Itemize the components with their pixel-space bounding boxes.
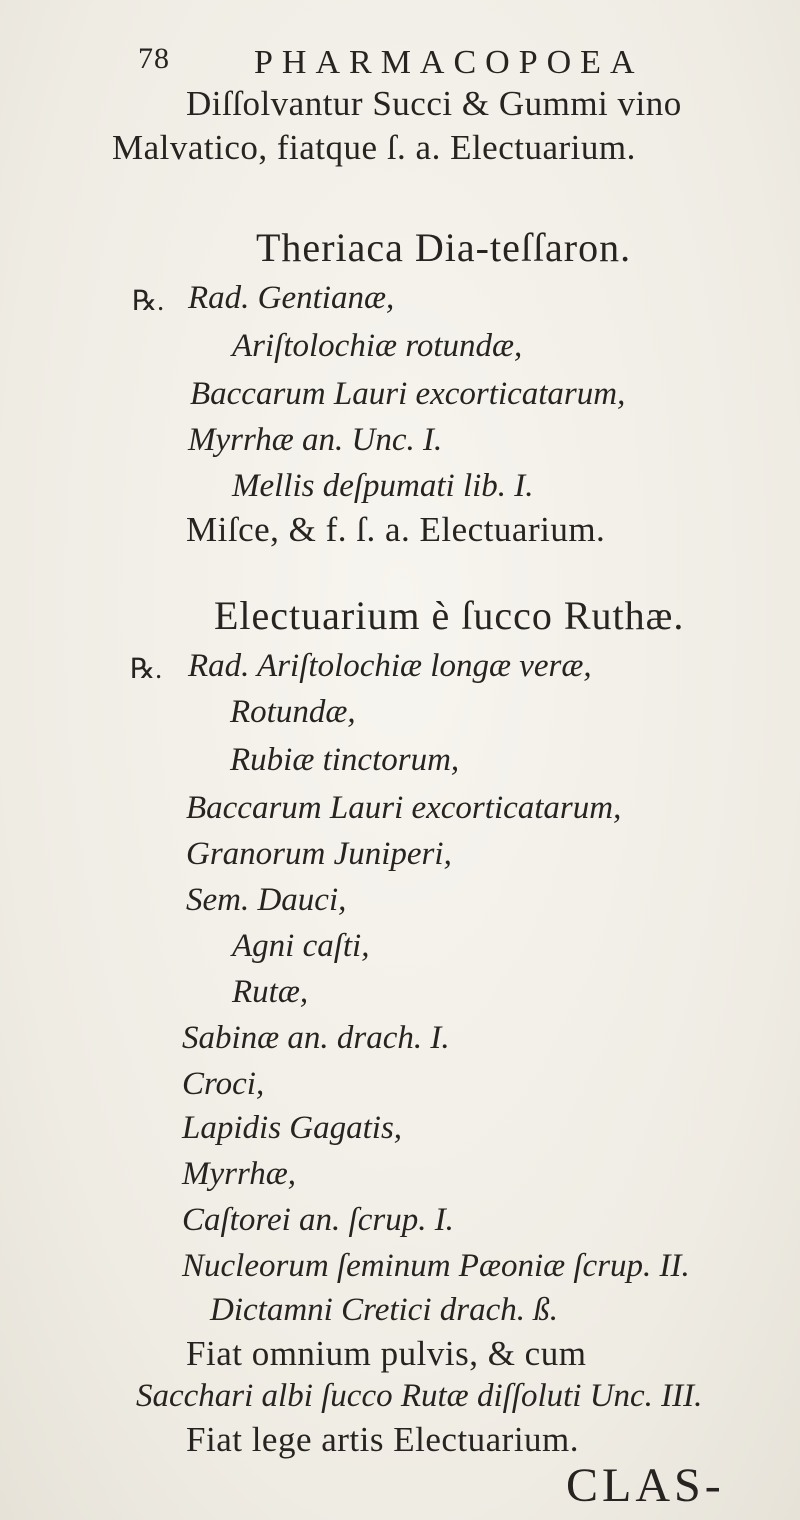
- ingredient-line: Rotundæ,: [230, 694, 356, 730]
- ingredient-line: Rubiæ tinctorum,: [230, 742, 460, 778]
- ingredient-line: Agni caſti,: [232, 928, 370, 964]
- ingredient-line: Croci,: [182, 1066, 265, 1102]
- ingredient-line: Nucleorum ſeminum Pæoniæ ſcrup. II.: [182, 1248, 690, 1284]
- ingredient-line: Sabinæ an. drach. I.: [182, 1020, 450, 1056]
- section-title-electuarium: Electuarium è ſucco Ruthæ.: [214, 593, 685, 638]
- closing-line: Sacchari albi ſucco Rutæ diſſoluti Unc. III.: [136, 1378, 703, 1414]
- recipe-symbol: ℞.: [132, 286, 165, 317]
- ingredient-line: Rutæ,: [232, 974, 309, 1010]
- intro-line-1: Diſſolvantur Succi & Gummi vino: [186, 84, 682, 123]
- catchword: CLAS-: [566, 1459, 725, 1512]
- ingredient-line: Baccarum Lauri excorticatarum,: [190, 376, 626, 412]
- closing-line: Fiat omnium pulvis, & cum: [186, 1334, 587, 1373]
- section-title-theriaca: Theriaca Dia-teſſaron.: [256, 225, 632, 270]
- ingredient-line: Mellis deſpumati lib. I.: [232, 468, 534, 504]
- page-number: 78: [138, 42, 170, 75]
- recipe-symbol: ℞.: [130, 654, 163, 685]
- ingredient-line: Myrrhæ,: [182, 1156, 296, 1192]
- ingredient-line: Baccarum Lauri excorticatarum,: [186, 790, 622, 826]
- closing-line: Miſce, & f. ſ. a. Electuarium.: [186, 510, 606, 549]
- running-head: PHARMACOPOEA: [254, 44, 644, 81]
- ingredient-line: Rad. Ariſtolochiæ longæ veræ,: [188, 648, 592, 684]
- ingredient-line: Granorum Juniperi,: [186, 836, 452, 872]
- ingredient-line: Myrrhæ an. Unc. I.: [188, 422, 443, 458]
- ingredient-line: Lapidis Gagatis,: [182, 1110, 403, 1146]
- ingredient-line: Ariſtolochiæ rotundæ,: [232, 328, 523, 364]
- ingredient-line: Rad. Gentianæ,: [188, 280, 395, 316]
- closing-line: Fiat lege artis Electuarium.: [186, 1420, 580, 1459]
- ingredient-line: Sem. Dauci,: [186, 882, 347, 918]
- ingredient-line: Caſtorei an. ſcrup. I.: [182, 1202, 454, 1238]
- intro-line-2: Malvatico, fiatque ſ. a. Electuarium.: [112, 128, 636, 167]
- ingredient-line: Dictamni Cretici drach. ß.: [210, 1292, 558, 1328]
